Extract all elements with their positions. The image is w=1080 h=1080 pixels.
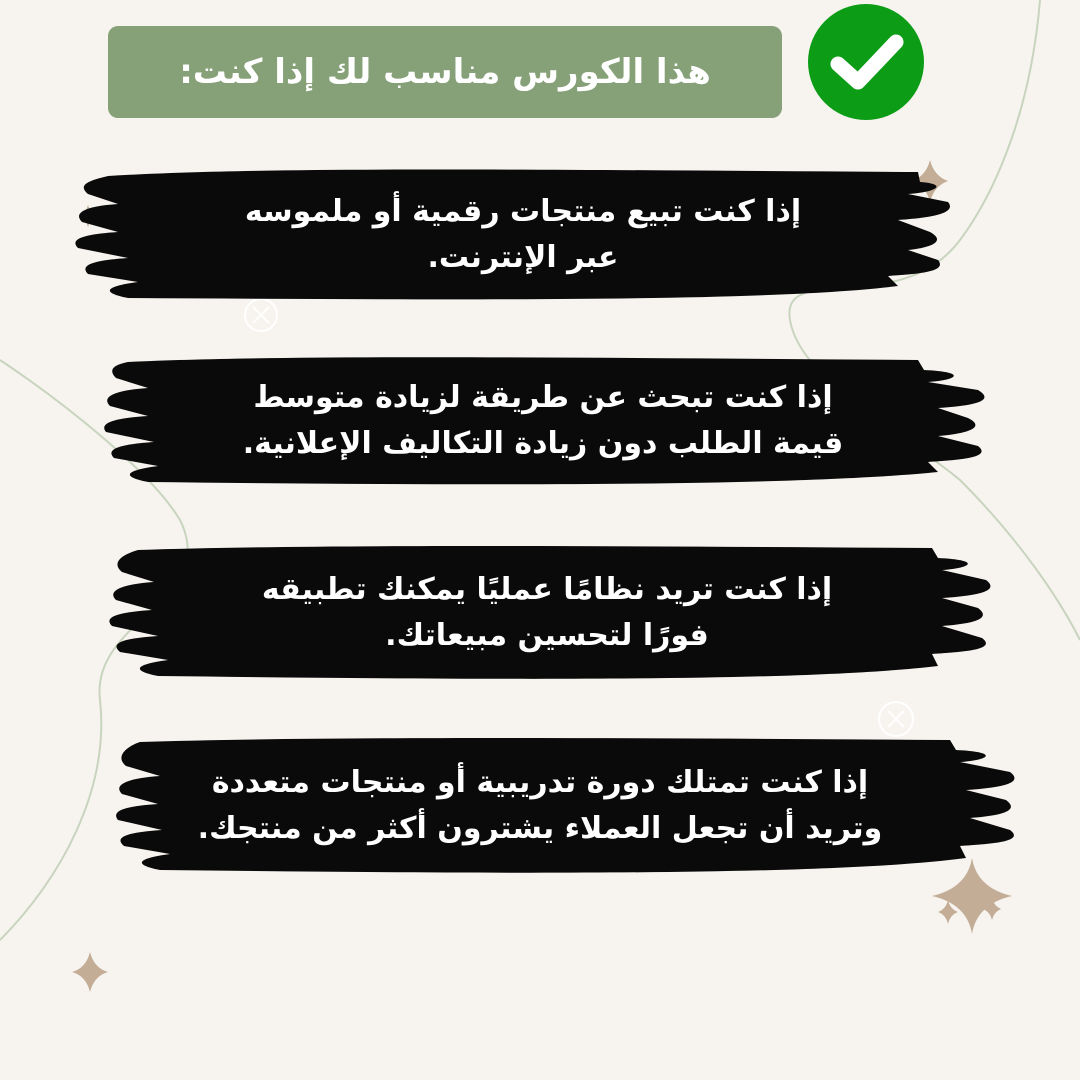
item-line: إذا كنت تبيع منتجات رقمية أو ملموسه bbox=[244, 193, 802, 229]
item-line: وتريد أن تجعل العملاء يشترون أكثر من منتجك. bbox=[197, 811, 883, 846]
header-banner bbox=[108, 26, 782, 118]
list-item bbox=[110, 734, 1030, 878]
item-line: فورًا لتحسين مبيعاتك. bbox=[385, 618, 709, 653]
item-line: قيمة الطلب دون زيادة التكاليف الإعلانية. bbox=[242, 426, 844, 461]
check-circle-icon bbox=[806, 2, 926, 122]
item-line: عبر الإنترنت. bbox=[427, 240, 619, 275]
list-item bbox=[98, 352, 998, 490]
item-line: إذا كنت تريد نظامًا عمليًا يمكنك تطبيقه bbox=[261, 571, 833, 607]
list-item bbox=[68, 162, 968, 308]
circle-x-icon bbox=[879, 702, 913, 736]
header-title: هذا الكورس مناسب لك إذا كنت: bbox=[179, 52, 711, 92]
item-line: إذا كنت تبحث عن طريقة لزيادة متوسط bbox=[253, 379, 833, 415]
item-line: إذا كنت تمتلك دورة تدريبية أو منتجات متعددة bbox=[211, 764, 869, 800]
list-item bbox=[102, 542, 1002, 684]
sparkle-icon bbox=[72, 952, 108, 992]
